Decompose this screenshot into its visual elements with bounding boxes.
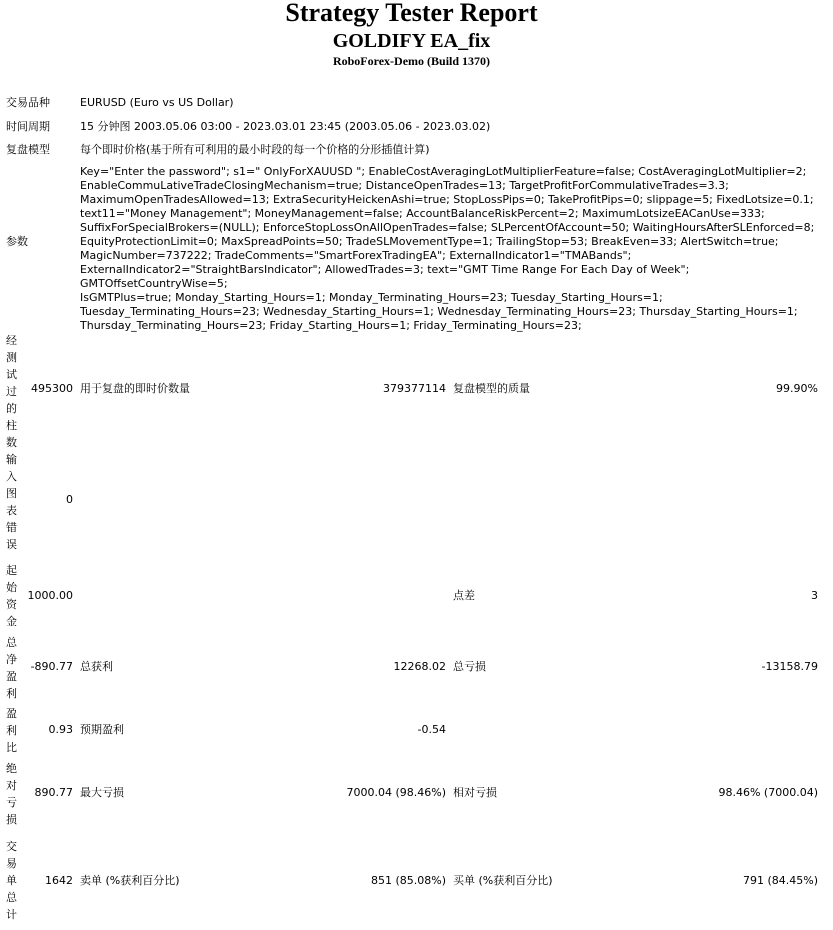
long-positions-label: 买单 (%获利百分比) <box>453 874 553 887</box>
relative-dd-value: 98.46% (7000.04) <box>718 786 818 799</box>
max-dd-value: 7000.04 (98.46%) <box>346 786 446 799</box>
bars-tested-value: 495300 <box>31 382 73 395</box>
spread-label: 点差 <box>453 589 475 602</box>
quality-label: 复盘模型的质量 <box>453 382 530 395</box>
expected-payoff-value: -0.54 <box>417 723 446 736</box>
spread-value: 3 <box>811 589 818 602</box>
gross-profit-value: 12268.02 <box>393 660 446 673</box>
symbol-label: 交易品种 <box>6 96 50 109</box>
long-positions-value: 791 (84.45%) <box>742 874 818 887</box>
model-label: 复盘模型 <box>6 143 50 156</box>
expected-payoff-label: 预期盈利 <box>80 723 124 736</box>
bars-tested-label: 经测试过的柱数 <box>6 334 17 449</box>
period-value: 15 分钟图 2003.05.06 03:00 - 2023.03.01 23:45 (2003.05.06 - 2023.03.02) <box>80 120 491 133</box>
model-value: 每个即时价格(基于所有可利用的最小时段的每一个价格的分形插值计算) <box>80 143 430 156</box>
gross-loss-label: 总亏损 <box>453 660 486 673</box>
total-trades-label: 交易单总计 <box>6 840 17 921</box>
chart-errors-label: 输入图表错误 <box>6 453 17 551</box>
deposit-label: 起始资金 <box>6 564 17 628</box>
profit-factor-label: 盈利比 <box>6 707 17 754</box>
chart-errors-value: 0 <box>66 493 73 506</box>
gross-loss-value: -13158.79 <box>761 660 818 673</box>
absolute-dd-label: 绝对亏损 <box>6 762 17 826</box>
net-profit-label: 总净盈利 <box>6 636 17 700</box>
params-value: Key="Enter the password"; s1=" OnlyForXAUUSD "; EnableCostAveragingLotMultiplierFeature=false; CostAveragingLotMultiplier=2; EnableCommuLativeTradeClosingMechanism=true; DistanceOpenTrades=13; TargetProfitForCommulativeTrades=3.3; MaximumOpenTradesAllowed=13; ExtraSecurityHeickenAshi=true; StopLossPips=0; TakeProfitPips=0; slippage=5; FixedLotsize=0.1; text11="Money Management"; MoneyManagement=false; AccountBalanceRiskPercent=2; MaximumLotsizeEACanUse=333; SuffixForSpecialBrokers=(NULL); EnforceStopLossOnAllOpenTrades=false; SLPercentOfAccount=50; WaitingHoursAfterSLEnforced=8; EquityProtectionLimit=0; MaxSpreadPoints=50; TradeSLMovementType=1; TrailingStop=53; BreakEven=33; AlertSwitch=true; MagicNumber=737222; TradeComments="SmartForexTradingEA"; ExternalIndicator1="TMABands"; ExternalIndicator2="StraightBarsIndicator"; AllowedTrades=3; text="GMT Time Range For Each Day of Week"; GMTOffsetCountryWise=5; IsGMTPlus=true; Monday_Starting_Hours=1; Monday_Terminating_Hours=23; Tuesday_Starting_Hours=1; Tuesday_Terminating_Hours=23; Wednesday_Starting_Hours=1; Wednesday_Terminating_Hours=23; Thursday_Starting_Hours=1; Thursday_Terminating_Hours=23; Friday_Starting_Hours=1; Friday_Terminating_Hours=23; <box>80 165 815 332</box>
total-trades-value: 1642 <box>45 874 73 887</box>
ea-name: GOLDIFY EA_fix <box>332 30 491 52</box>
quality-value: 99.90% <box>776 382 818 395</box>
deposit-value: 1000.00 <box>27 589 73 602</box>
relative-dd-label: 相对亏损 <box>453 786 497 799</box>
ticks-value: 379377114 <box>383 382 446 395</box>
params-label: 参数 <box>6 235 28 248</box>
profit-factor-value: 0.93 <box>48 723 73 736</box>
net-profit-value: -890.77 <box>30 660 73 673</box>
ticks-label: 用于复盘的即时价数量 <box>80 382 190 395</box>
max-dd-label: 最大亏损 <box>80 786 124 799</box>
absolute-dd-value: 890.77 <box>34 786 73 799</box>
short-positions-value: 851 (85.08%) <box>370 874 446 887</box>
symbol-value: EURUSD (Euro vs US Dollar) <box>80 96 234 109</box>
gross-profit-label: 总获利 <box>80 660 113 673</box>
period-label: 时间周期 <box>6 120 50 133</box>
short-positions-label: 卖单 (%获利百分比) <box>80 874 180 887</box>
report-title: Strategy Tester Report <box>285 0 538 27</box>
server-build: RoboForex-Demo (Build 1370) <box>332 54 491 68</box>
